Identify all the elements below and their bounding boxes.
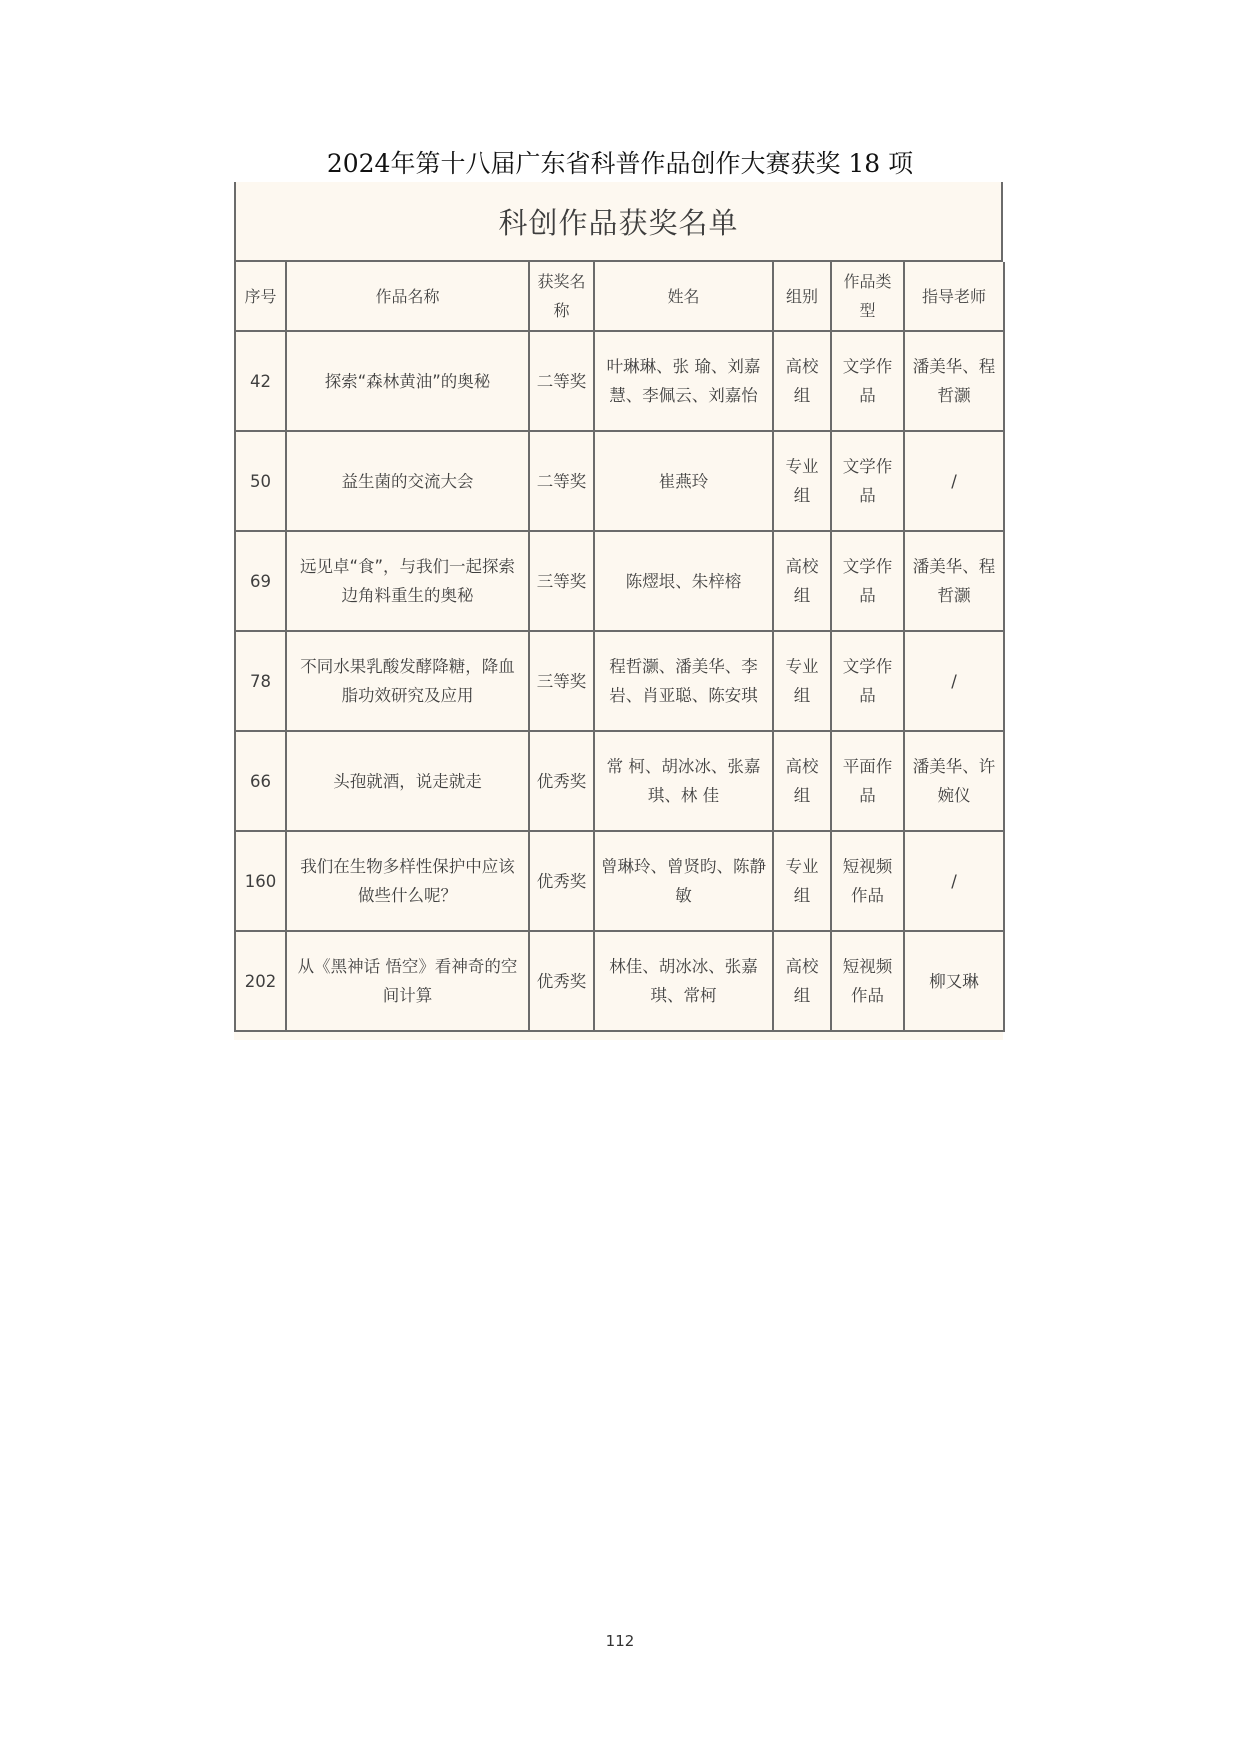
table-row (235, 631, 1004, 731)
cell-names: 程哲灏、潘美华、李 岩、肖亚聪、陈安琪 (594, 631, 773, 731)
cell-group: 高校组 (773, 331, 831, 431)
cell-serial: 69 (235, 531, 286, 631)
table-row (235, 831, 1004, 931)
cell-names: 陈熤垠、朱梓榕 (594, 531, 773, 631)
cell-work-title: 益生菌的交流大会 (286, 431, 529, 531)
cell-advisor: 潘美华、程哲灏 (904, 331, 1004, 431)
cell-award: 优秀奖 (529, 831, 594, 931)
header-work-type: 作品类型 (831, 262, 904, 331)
cell-advisor: / (904, 431, 1004, 531)
cell-serial: 78 (235, 631, 286, 731)
cell-names: 曾琳玲、曾贤昀、陈静敏 (594, 831, 773, 931)
cell-work-type: 短视频作品 (831, 931, 904, 1031)
cell-award: 三等奖 (529, 531, 594, 631)
cell-award: 优秀奖 (529, 731, 594, 831)
cell-names: 叶琳琳、张 瑜、刘嘉慧、李佩云、刘嘉怡 (594, 331, 773, 431)
cell-work-type: 文学作品 (831, 531, 904, 631)
cell-work-type: 平面作品 (831, 731, 904, 831)
cell-serial: 42 (235, 331, 286, 431)
cell-work-title: 从《黑神话 悟空》看神奇的空间计算 (286, 931, 529, 1031)
cell-advisor: / (904, 831, 1004, 931)
cell-advisor: 潘美华、程哲灏 (904, 531, 1004, 631)
table-row (235, 931, 1004, 1031)
cell-work-title: 头孢就酒，说走就走 (286, 731, 529, 831)
table-banner: 科创作品获奖名单 (234, 182, 1003, 262)
cell-group: 专业组 (773, 631, 831, 731)
table-row (235, 331, 1004, 431)
cell-serial: 66 (235, 731, 286, 831)
page-number: 112 (605, 1632, 635, 1650)
cell-group: 高校组 (773, 531, 831, 631)
cell-group: 专业组 (773, 831, 831, 931)
cell-work-title: 不同水果乳酸发酵降糖，降血脂功效研究及应用 (286, 631, 529, 731)
cell-work-type: 文学作品 (831, 331, 904, 431)
cell-award: 二等奖 (529, 431, 594, 531)
table-row (235, 531, 1004, 631)
header-group: 组别 (773, 262, 831, 331)
cell-work-title: 我们在生物多样性保护中应该做些什么呢？ (286, 831, 529, 931)
award-table (234, 262, 1005, 1032)
table-header-row (235, 262, 1004, 331)
cell-names: 林佳、胡冰冰、张嘉琪、常柯 (594, 931, 773, 1031)
table-row (235, 731, 1004, 831)
cell-work-title: 探索“森林黄油”的奥秘 (286, 331, 529, 431)
cell-advisor: 潘美华、许婉仪 (904, 731, 1004, 831)
cell-group: 专业组 (773, 431, 831, 531)
cell-award: 三等奖 (529, 631, 594, 731)
document-title: 2024年第十八届广东省科普作品创作大赛获奖 18 项 (326, 149, 914, 178)
table-row (235, 431, 1004, 531)
header-serial: 序号 (235, 262, 286, 331)
cell-work-type: 短视频作品 (831, 831, 904, 931)
cell-group: 高校组 (773, 931, 831, 1031)
cell-work-type: 文学作品 (831, 431, 904, 531)
cell-work-title: 远见卓“食”，与我们一起探索边角料重生的奥秘 (286, 531, 529, 631)
header-work-title: 作品名称 (286, 262, 529, 331)
cell-serial: 160 (235, 831, 286, 931)
cell-award: 二等奖 (529, 331, 594, 431)
cell-names: 崔燕玲 (594, 431, 773, 531)
cell-award: 优秀奖 (529, 931, 594, 1031)
header-award: 获奖名称 (529, 262, 594, 331)
cell-serial: 50 (235, 431, 286, 531)
cell-advisor: 柳又琳 (904, 931, 1004, 1031)
cell-group: 高校组 (773, 731, 831, 831)
cell-serial: 202 (235, 931, 286, 1031)
cell-work-type: 文学作品 (831, 631, 904, 731)
header-advisor: 指导老师 (904, 262, 1004, 331)
award-table-container (234, 182, 1003, 1040)
cell-advisor: / (904, 631, 1004, 731)
header-names: 姓名 (594, 262, 773, 331)
cell-names: 常 柯、胡冰冰、张嘉琪、林 佳 (594, 731, 773, 831)
